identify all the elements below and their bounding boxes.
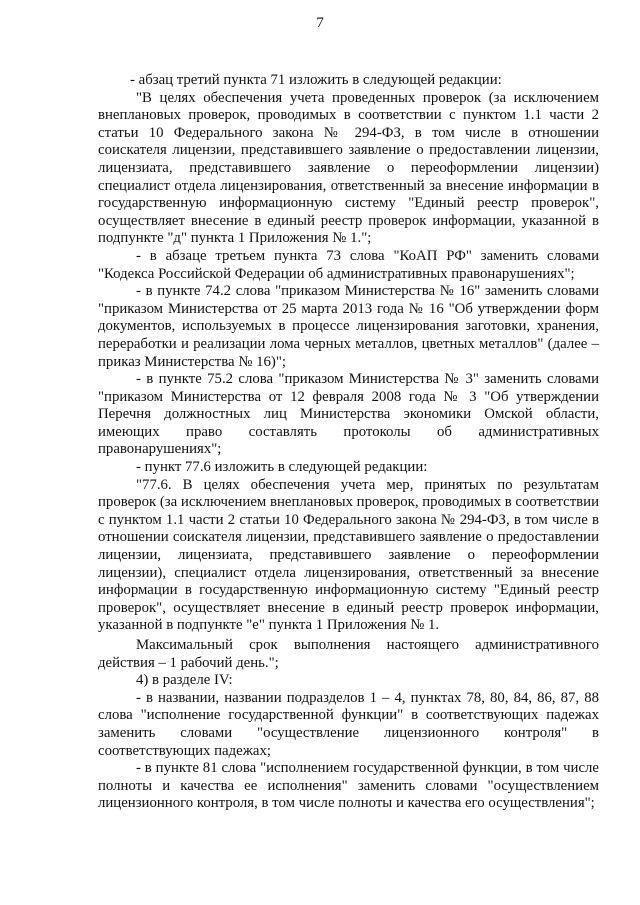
paragraph-4: - в пункте 74.2 слова "приказом Министерства № 16" заменить словами "приказом Министерства от 25 марта 2013 года № 16 "Об утверждении форм документов, используемых в процессе лицензирования заготовки, хранения, переработки и реализации лома черных металлов, цветных металлов" (далее – приказ Министерства № 16)";: [98, 283, 599, 370]
paragraph-2: "В целях обеспечения учета проведенных проверок (за исключением внеплановых проверок, проводимых в соответствии с пунктом 1.1 части 2 статьи 10 Федерального закона № 294-ФЗ, в том числе в отношении соискателя лицензии, представившего заявление о предоставлении лицензии, лицензиата, представившего заявление о переоформлении лицензии) специалист отдела лицензирования, ответственный за внесение информации в государственную информационную систему "Единый реестр проверок", осуществляет внесение в единый реестр проверок информации, указанной в подпункте "д" пункта 1 Приложения № 1.";: [98, 89, 599, 247]
paragraph-8: Максимальный срок выполнения настоящего административного действия – 1 рабочий день.";: [98, 637, 599, 671]
paragraph-10: - в названии, названии подразделов 1 – 4, пунктах 78, 80, 84, 86, 87, 88 слова "исполнение государственной функции" в соответствующих падежах заменить словами "осуществление лицензионного контроля" в соответствующих падежах;: [98, 689, 599, 759]
page-number: 7: [316, 15, 324, 31]
paragraph-7: "77.6. В целях обеспечения учета мер, принятых по результатам проверок (за исключением внеплановых проверок, проводимых в соответствии с пунктом 1.1 части 2 статьи 10 Федерального закона № 294-ФЗ, в том числе в отношении соискателя лицензии, представившего заявление о предоставлении лицензии, лицензиата, представившего заявление о переоформлении лицензии), специалист отдела лицензирования, ответственный за внесение информации в государственную информационную систему "Единый реестр проверок", осуществляет внесение в единый реестр проверок информации, указанной в подпункте "е" пункта 1 Приложения № 1.: [98, 476, 599, 634]
paragraph-11: - в пункте 81 слова "исполнением государственной функции, в том числе полноты и качества ее исполнения" заменить словами "осуществлением лицензионного контроля, в том числе полноты и качества его осуществления";: [98, 760, 599, 812]
document-body: [98, 72, 599, 813]
paragraph-6: - пункт 77.6 изложить в следующей редакции:: [136, 459, 428, 476]
paragraph-9: 4) в разделе IV:: [136, 672, 233, 689]
paragraph-1: - абзац третий пункта 71 изложить в следующей редакции:: [130, 72, 502, 88]
paragraph-5: - в пункте 75.2 слова "приказом Министерства № 3" заменить словами "приказом Министерства от 12 февраля 2008 года № 3 "Об утверждении Перечня должностных лиц Министерства экономики Омской области, имеющих право составлять протоколы об административных правонарушениях";: [98, 371, 599, 458]
paragraph-3: - в абзаце третьем пункта 73 слова "КоАП РФ" заменить словами "Кодекса Российской Федерации об административных правонарушениях";: [98, 247, 599, 282]
